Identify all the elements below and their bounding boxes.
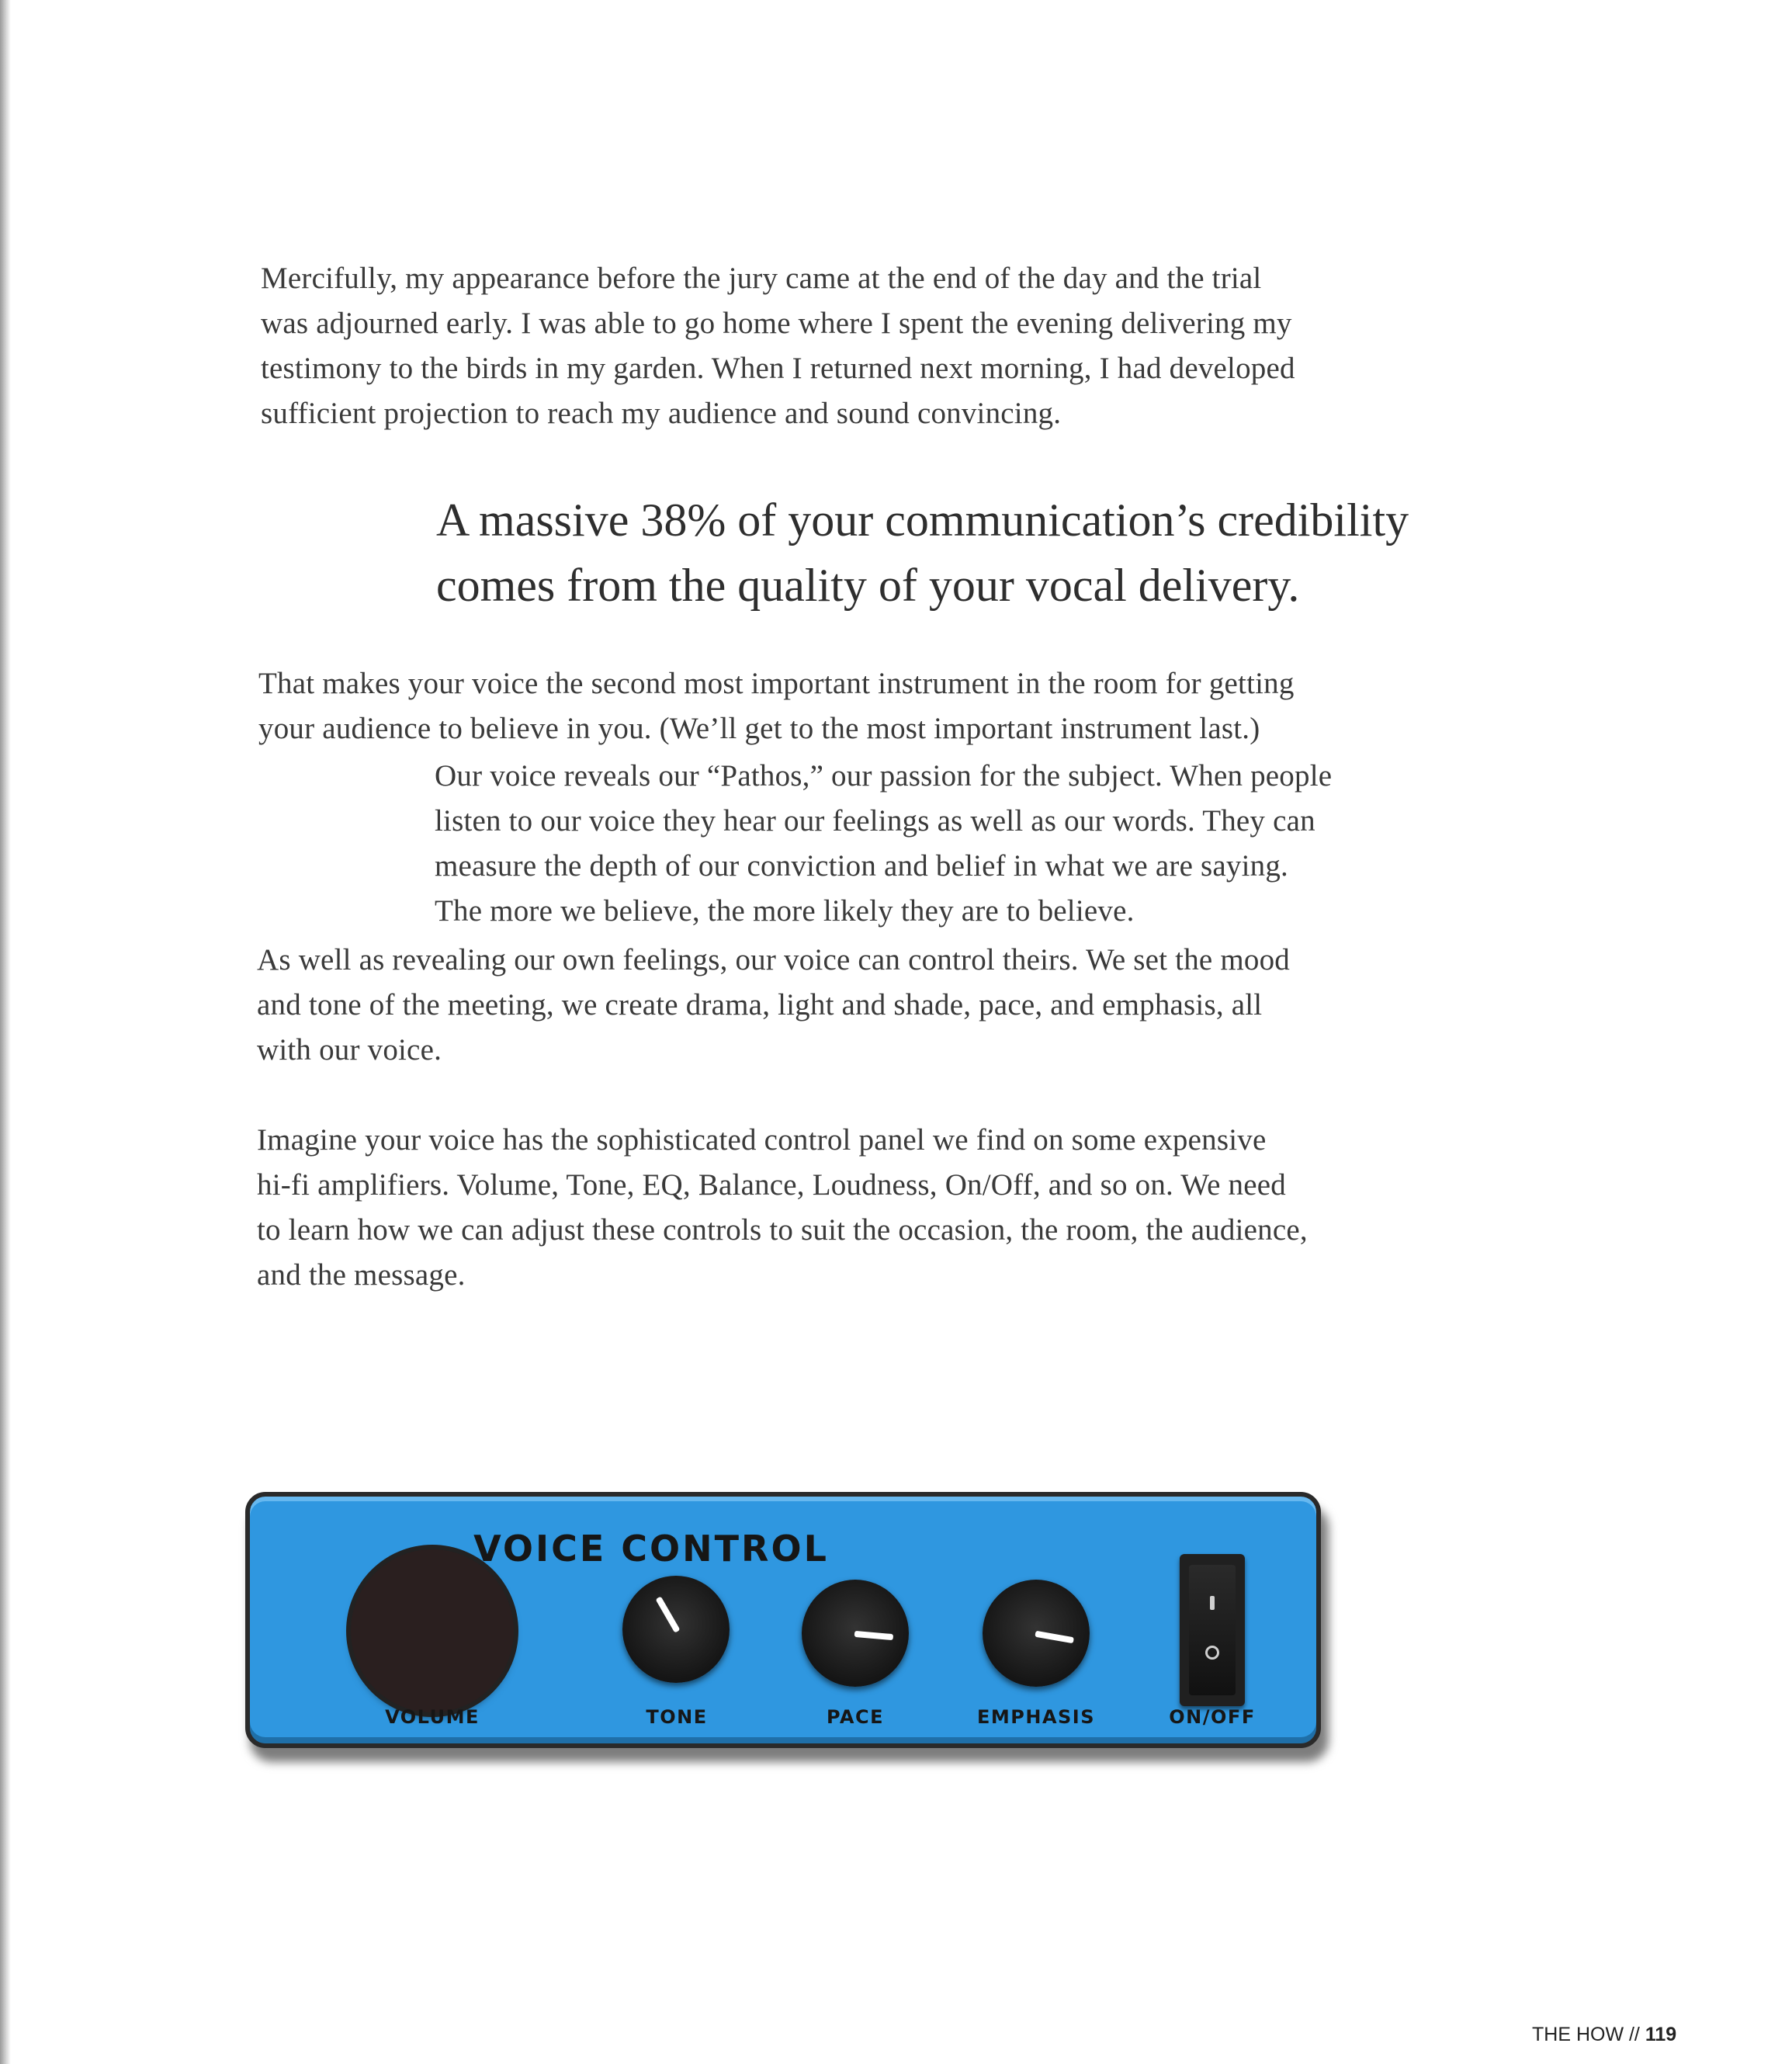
paragraph-control-panel — [257, 1118, 1359, 1298]
panel-title: VOICE CONTROL — [473, 1528, 829, 1570]
text-line: Mercifully, my appearance before the jury came at the end of the day and the trial — [261, 262, 1262, 295]
tone-label: TONE — [646, 1706, 708, 1728]
onoff-label: ON/OFF — [1169, 1706, 1256, 1728]
text-line: testimony to the birds in my garden. When I returned next morning, I had developed — [261, 352, 1295, 385]
paragraph-trial — [261, 256, 1363, 436]
text-line: and tone of the meeting, we create drama, light and shade, pace, and emphasis, all — [257, 988, 1263, 1022]
volume-knob — [351, 1549, 514, 1712]
text-line: That makes your voice the second most important instrument in the room for getting — [258, 667, 1295, 700]
section-name: THE HOW // — [1532, 2024, 1645, 2045]
power-switch-rocker — [1189, 1565, 1236, 1695]
text-line: your audience to believe in you. (We’ll get to the most important instrument last.) — [258, 712, 1260, 745]
page-number: 119 — [1645, 2024, 1677, 2045]
pull-quote-line: A massive 38% of your communication’s credibility — [436, 494, 1409, 546]
text-line: was adjourned early. I was able to go home where I spent the evening delivering my — [261, 307, 1292, 340]
page-binding-shadow — [0, 0, 11, 2064]
text-line: sufficient projection to reach my audience and sound convincing. — [261, 397, 1062, 430]
text-line: to learn how we can adjust these controls to suit the occasion, the room, the audience, — [257, 1213, 1308, 1247]
emphasis-knob-indicator — [1035, 1631, 1074, 1644]
text-line: listen to our voice they hear our feelings as well as our words. They can — [435, 804, 1315, 838]
emphasis-label: EMPHASIS — [976, 1706, 1096, 1728]
text-line: hi-fi amplifiers. Volume, Tone, EQ, Balance, Loudness, On/Off, and so on. We need — [257, 1168, 1286, 1202]
pace-knob — [802, 1580, 909, 1687]
page-footer — [1532, 2024, 1676, 2046]
paragraph-feelings — [257, 938, 1359, 1073]
paragraph-instrument — [258, 661, 1360, 751]
on-mark-icon — [1210, 1596, 1215, 1610]
emphasis-knob — [983, 1580, 1090, 1687]
tone-knob-indicator — [656, 1596, 681, 1632]
text-line: The more we believe, the more likely they are to believe. — [435, 894, 1135, 928]
paragraph-pathos — [435, 754, 1343, 934]
pull-quote-line: comes from the quality of your vocal delivery. — [436, 560, 1300, 611]
voice-control-panel — [245, 1492, 1321, 1748]
text-line: Our voice reveals our “Pathos,” our passion for the subject. When people — [435, 759, 1333, 793]
pace-label: PACE — [827, 1706, 884, 1728]
text-line: and the message. — [257, 1258, 466, 1292]
off-mark-icon — [1205, 1646, 1219, 1660]
tone-knob — [622, 1576, 730, 1683]
text-line: As well as revealing our own feelings, our voice can control theirs. We set the mood — [257, 943, 1290, 976]
volume-label: VOLUME — [385, 1706, 480, 1728]
text-line: with our voice. — [257, 1033, 442, 1067]
text-line: Imagine your voice has the sophisticated control panel we find on some expensive — [257, 1123, 1267, 1157]
text-line: measure the depth of our conviction and belief in what we are saying. — [435, 849, 1289, 883]
pace-knob-indicator — [854, 1631, 894, 1640]
power-switch — [1180, 1554, 1245, 1706]
pull-quote — [436, 487, 1523, 618]
